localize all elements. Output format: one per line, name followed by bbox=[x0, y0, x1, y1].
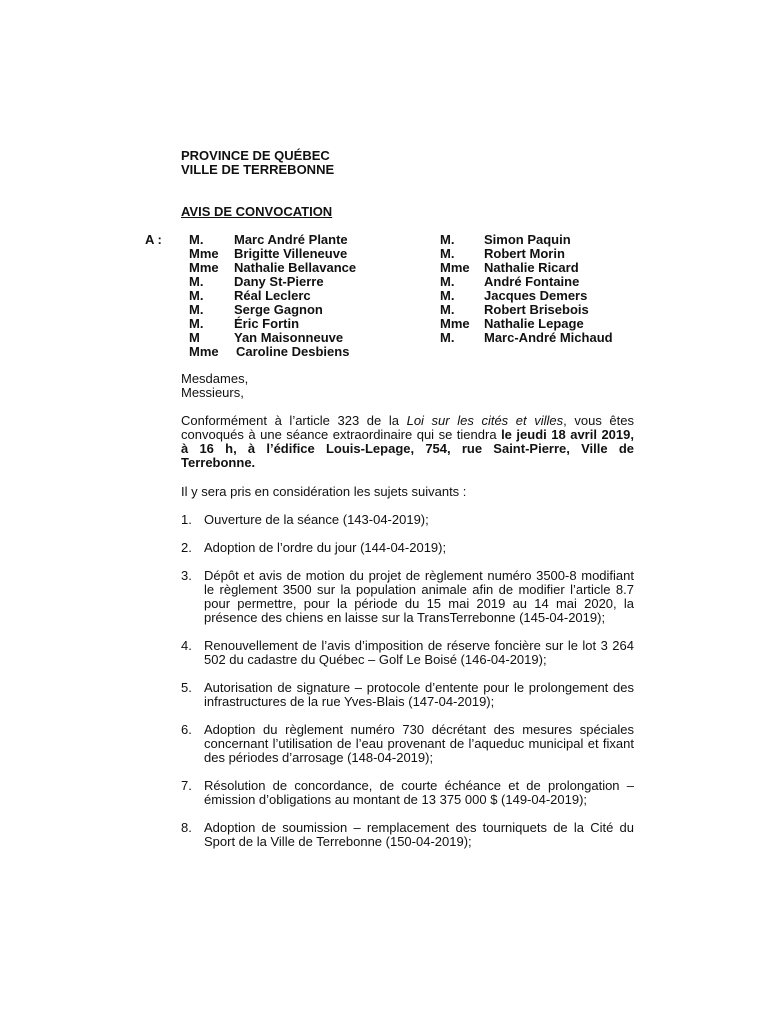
recipient-title: M. bbox=[189, 302, 204, 317]
recipient-row bbox=[189, 233, 404, 247]
recipients-left-column bbox=[189, 233, 404, 359]
recipient-row bbox=[440, 289, 650, 303]
recipient-title: M. bbox=[440, 246, 455, 261]
recipient-title: M. bbox=[189, 288, 204, 303]
greeting bbox=[181, 372, 248, 400]
greeting-line: Mesdames, bbox=[181, 371, 249, 386]
recipient-title: M. bbox=[189, 316, 204, 331]
agenda-item-text: Dépôt et avis de motion du projet de règlement numéro 3500-8 modifiant le règlement 3500 sur la population animale afin de modifier l’article 8.7 pour permettre, pour la période du 15 mai 2019 au 14 mai 2020, la présence des chiens en laisse sur la TransTerrebonne (145-04-2019); bbox=[204, 568, 634, 625]
notice-title: AVIS DE CONVOCATION bbox=[181, 204, 333, 219]
recipient-name: Nathalie Ricard bbox=[484, 260, 579, 275]
recipient-row bbox=[189, 289, 404, 303]
recipient-row bbox=[440, 275, 650, 289]
recipient-row bbox=[189, 261, 404, 275]
recipient-title: Mme bbox=[189, 344, 219, 359]
recipients-right-column bbox=[440, 233, 650, 345]
agenda-item bbox=[181, 779, 634, 807]
recipient-name: Éric Fortin bbox=[234, 316, 300, 331]
recipient-title: M. bbox=[440, 274, 455, 289]
agenda-item-number: 3. bbox=[181, 568, 192, 583]
agenda-item-text: Ouverture de la séance (143-04-2019); bbox=[204, 512, 429, 527]
recipient-name: Nathalie Lepage bbox=[484, 316, 584, 331]
recipient-name: Réal Leclerc bbox=[234, 288, 311, 303]
agenda-item-text: Résolution de concordance, de courte échéance et de prolongation – émission d’obligations au montant de 13 375 000 $ (149-04-2019); bbox=[204, 778, 634, 807]
agenda-item-number: 8. bbox=[181, 820, 192, 835]
recipient-row bbox=[189, 275, 404, 289]
recipient-title: M. bbox=[189, 232, 204, 247]
recipient-name: Robert Morin bbox=[484, 246, 565, 261]
recipient-title: M. bbox=[440, 232, 455, 247]
recipient-row bbox=[440, 317, 650, 331]
city-heading: VILLE DE TERREBONNE bbox=[181, 162, 335, 177]
agenda-item bbox=[181, 639, 634, 667]
agenda-item bbox=[181, 569, 634, 625]
recipient-row bbox=[440, 247, 650, 261]
recipient-row bbox=[440, 331, 650, 345]
recipient-title: Mme bbox=[189, 260, 219, 275]
meeting-details: le jeudi 18 avril 2019, à 16 h, à l’édifice Louis-Lepage, 754, rue Saint-Pierre, Ville de Terrebonne. bbox=[181, 427, 634, 470]
recipient-row bbox=[189, 317, 404, 331]
recipient-row bbox=[189, 247, 404, 261]
greeting-line: Messieurs, bbox=[181, 385, 244, 400]
recipient-title: Mme bbox=[440, 260, 470, 275]
agenda-item bbox=[181, 723, 634, 765]
recipient-row bbox=[440, 233, 650, 247]
recipient-name: Robert Brisebois bbox=[484, 302, 589, 317]
agenda-item-number: 1. bbox=[181, 512, 192, 527]
agenda-item-text: Adoption de l’ordre du jour (144-04-2019); bbox=[204, 540, 447, 555]
recipient-title: M. bbox=[189, 274, 204, 289]
recipient-name: Jacques Demers bbox=[484, 288, 588, 303]
recipient-name: André Fontaine bbox=[484, 274, 580, 289]
agenda-item-number: 4. bbox=[181, 638, 192, 653]
subjects-intro: Il y sera pris en considération les sujets suivants : bbox=[181, 484, 467, 499]
recipient-name: Brigitte Villeneuve bbox=[234, 246, 348, 261]
recipient-name: Nathalie Bellavance bbox=[234, 260, 357, 275]
intro-text: , vous êtes convoqués à une séance extraordinaire qui se tiendra bbox=[181, 413, 635, 442]
law-title: Loi sur les cités et villes bbox=[406, 413, 564, 428]
recipient-name: Dany St-Pierre bbox=[234, 274, 324, 289]
agenda-item-text: Renouvellement de l’avis d’imposition de réserve foncière sur le lot 3 264 502 du cadastre du Québec – Golf Le Boisé (146-04-2019); bbox=[204, 638, 634, 667]
recipient-title: M. bbox=[440, 330, 455, 345]
recipient-name: Yan Maisonneuve bbox=[234, 330, 344, 345]
agenda-item-number: 5. bbox=[181, 680, 192, 695]
agenda-item bbox=[181, 513, 634, 527]
agenda-item-number: 6. bbox=[181, 722, 192, 737]
intro-paragraph bbox=[181, 414, 634, 470]
recipient-row bbox=[189, 331, 404, 345]
recipient-name: Marc-André Michaud bbox=[484, 330, 613, 345]
recipient-row bbox=[440, 303, 650, 317]
recipient-title: M. bbox=[440, 302, 455, 317]
agenda-item-number: 2. bbox=[181, 540, 192, 555]
agenda-item bbox=[181, 541, 634, 555]
agenda-item-number: 7. bbox=[181, 778, 192, 793]
recipient-row bbox=[440, 261, 650, 275]
intro-text: Conformément à l’article 323 de la bbox=[181, 413, 407, 428]
recipient-row bbox=[189, 303, 404, 317]
recipient-title: M bbox=[189, 330, 200, 345]
agenda-list bbox=[181, 513, 634, 863]
agenda-item-text: Autorisation de signature – protocole d’entente pour le prolongement des infrastructures de la rue Yves-Blais (147-04-2019); bbox=[204, 680, 634, 709]
recipient-title: Mme bbox=[189, 246, 219, 261]
recipient-name: Caroline Desbiens bbox=[236, 344, 350, 359]
recipient-title: Mme bbox=[440, 316, 470, 331]
agenda-item bbox=[181, 821, 634, 849]
agenda-item-text: Adoption de soumission – remplacement des tourniquets de la Cité du Sport de la Ville de Terrebonne (150-04-2019); bbox=[204, 820, 634, 849]
recipient-row bbox=[189, 345, 404, 359]
province-heading: PROVINCE DE QUÉBEC bbox=[181, 148, 330, 163]
recipient-name: Simon Paquin bbox=[484, 232, 571, 247]
recipient-name: Serge Gagnon bbox=[234, 302, 323, 317]
recipients-label: A : bbox=[145, 232, 162, 247]
recipient-name: Marc André Plante bbox=[234, 232, 348, 247]
agenda-item-text: Adoption du règlement numéro 730 décrétant des mesures spéciales concernant l’utilisation de l’eau provenant de l’aqueduc municipal et fixant des périodes d’arrosage (148-04-2019); bbox=[204, 722, 634, 765]
agenda-item bbox=[181, 681, 634, 709]
recipient-title: M. bbox=[440, 288, 455, 303]
